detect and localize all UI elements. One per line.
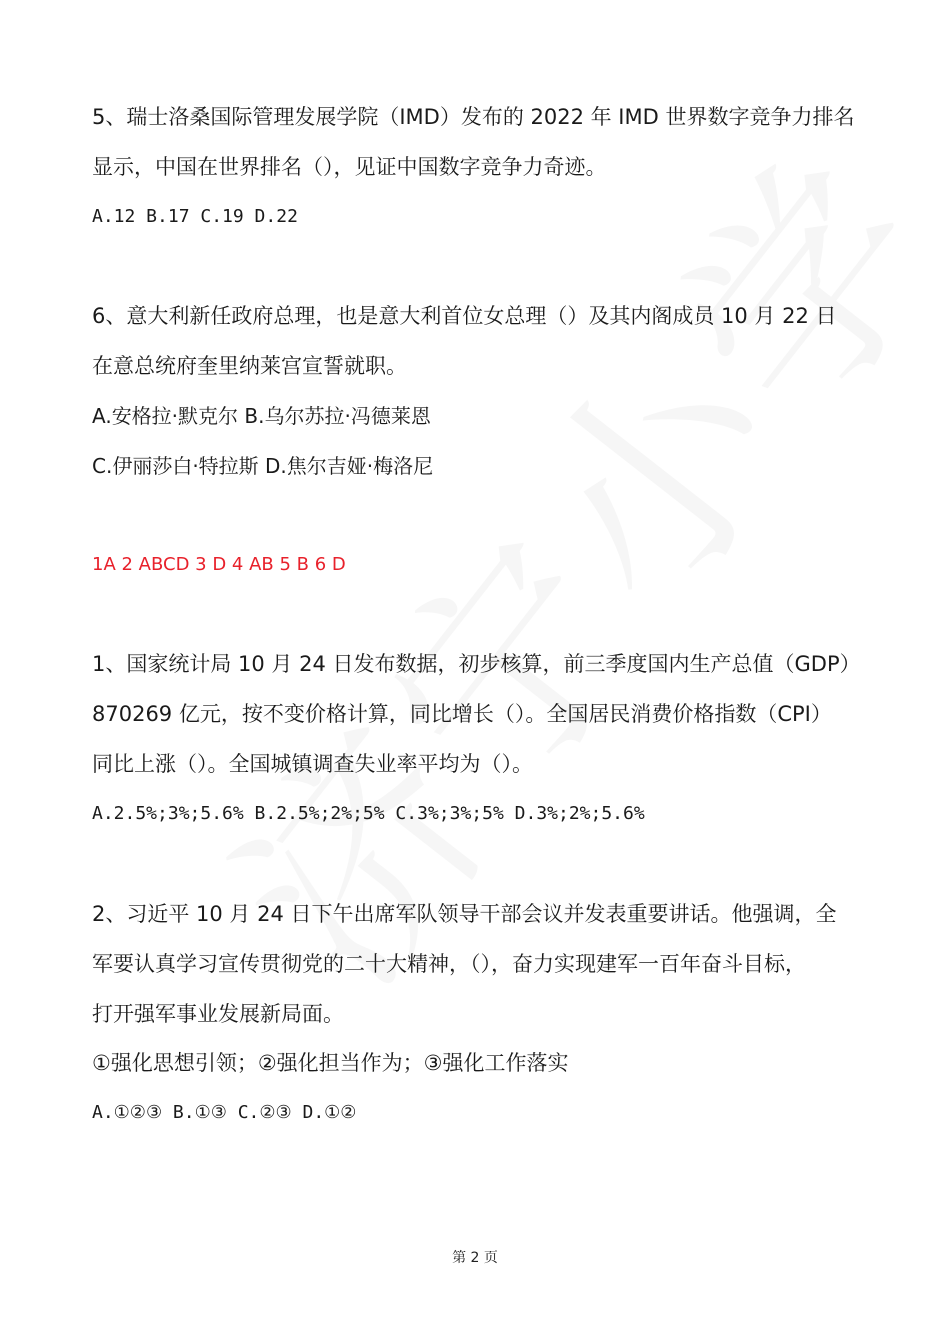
q5-text-line-2: 显示，中国在世界排名（），见证中国数字竞争力奇迹。 [92, 155, 607, 179]
q2-options: A.①②③ B.①③ C.②③ D.①② [92, 1102, 357, 1123]
q1-text-line-1: 1、国家统计局 10 月 24 日发布数据，初步核算，前三季度国内生产总值（GDP） [92, 652, 861, 676]
q1-options: A.2.5%;3%;5.6% B.2.5%;2%;5% C.3%;3%;5% D.3%;2%;5.6% [92, 803, 645, 824]
q2-text-line-3: 打开强军事业发展新局面。 [92, 1002, 344, 1026]
q1-text-line-3: 同比上涨（）。全国城镇调查失业率平均为（）。 [92, 752, 533, 776]
q2-text-line-1: 2、习近平 10 月 24 日下午出席军队领导干部会议并发表重要讲话。他强调，全 [92, 902, 837, 926]
q2-text-line-2: 军要认真学习宣传贯彻党的二十大精神，（），奋力实现建军一百年奋斗目标， [92, 952, 806, 976]
q6-text-line-1: 6、意大利新任政府总理，也是意大利首位女总理（）及其内阁成员 10 月 22 日 [92, 304, 837, 328]
answer-key: 1A 2 ABCD 3 D 4 AB 5 B 6 D [92, 554, 346, 575]
q1-text-line-2: 870269 亿元，按不变价格计算，同比增长（）。全国居民消费价格指数（CPI） [92, 702, 832, 726]
q5-options: A.12 B.17 C.19 D.22 [92, 206, 298, 227]
q6-text-line-2: 在意总统府奎里纳莱宫宣誓就职。 [92, 354, 407, 378]
page-number: 第 2 页 [452, 1250, 498, 1266]
q2-items: ①强化思想引领；②强化担当作为；③强化工作落实 [92, 1051, 569, 1075]
q5-text-line-1: 5、瑞士洛桑国际管理发展学院（IMD）发布的 2022 年 IMD 世界数字竞争力排名 [92, 105, 855, 129]
q6-options-row-2: C.伊丽莎白·特拉斯 D.焦尔吉娅·梅洛尼 [92, 454, 434, 478]
q6-options-row-1: A.安格拉·默克尔 B.乌尔苏拉·冯德莱恩 [92, 404, 431, 428]
